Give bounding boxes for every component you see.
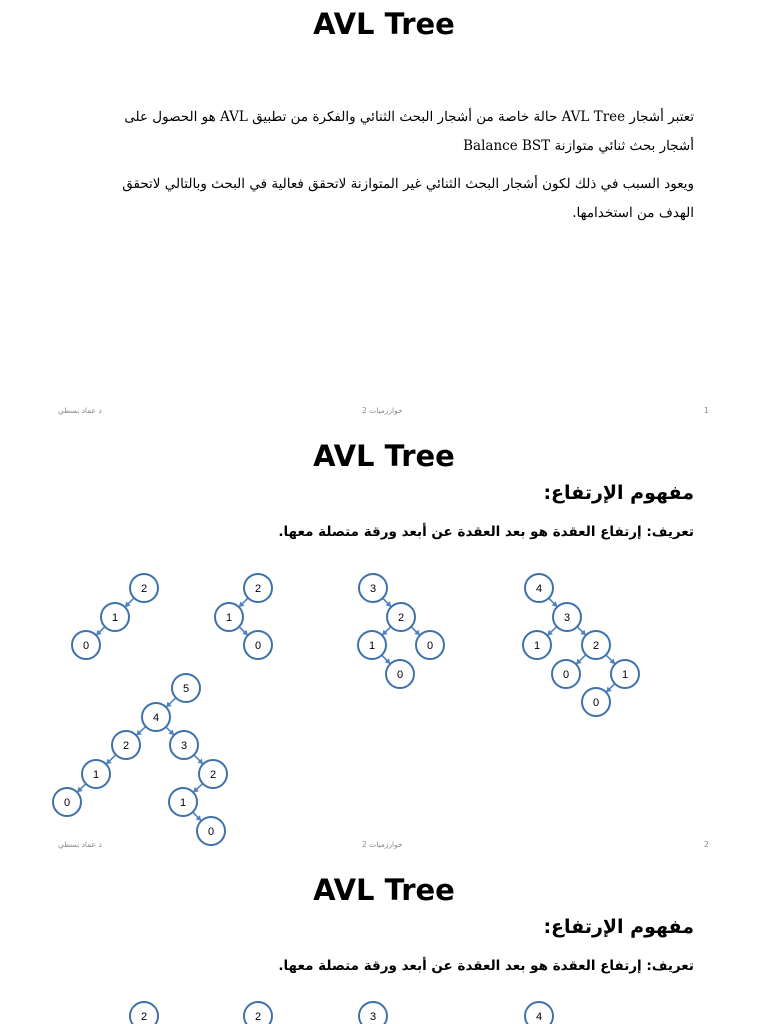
height-trees-diagram xyxy=(0,560,768,860)
tree-t5 xyxy=(53,674,227,845)
tree-node xyxy=(72,631,100,659)
slide-1 xyxy=(0,0,768,430)
tree-node xyxy=(386,660,414,688)
height-trees-diagram xyxy=(0,994,768,1024)
node-height-label: 3 xyxy=(563,612,571,624)
tree-node xyxy=(142,703,170,731)
tree-node xyxy=(199,760,227,788)
height-definition: تعريف: إرتفاع العقدة هو بعد العقدة عن أبعد ورقة متصلة معها. xyxy=(278,958,694,974)
tree-t2 xyxy=(244,1002,272,1024)
tree-node xyxy=(611,660,639,688)
section-heading: مفهوم الإرتفاع: xyxy=(543,916,694,938)
height-definition: تعريف: إرتفاع العقدة هو بعد العقدة عن أبعد ورقة متصلة معها. xyxy=(278,524,694,540)
tree-node xyxy=(172,674,200,702)
slide-title: AVL Tree xyxy=(313,439,455,473)
footer-page-number: 1 xyxy=(704,406,709,415)
paragraph-intro: تعتبر أشجار AVL Tree حالة خاصة من أشجار البحث الثنائي والفكرة من تطبيق AVL هو الحصول على أشجار بحث ثنائي متوازنة Balance BST xyxy=(124,109,694,154)
node-height-label: 2 xyxy=(140,583,148,595)
node-height-label: 1 xyxy=(225,612,233,624)
tree-node xyxy=(101,603,129,631)
footer-author: د عماد بسطي xyxy=(58,406,102,415)
footer-author: د عماد بسطي xyxy=(58,840,102,849)
tree-node xyxy=(82,760,110,788)
tree-node xyxy=(170,731,198,759)
node-height-label: 2 xyxy=(592,640,600,652)
node-height-label: 2 xyxy=(140,1011,148,1023)
node-height-label: 2 xyxy=(397,612,405,624)
node-height-label: 1 xyxy=(368,640,376,652)
tree-node xyxy=(215,603,243,631)
tree-t3 xyxy=(359,1002,387,1024)
tree-node xyxy=(244,1002,272,1024)
node-height-label: 1 xyxy=(111,612,119,624)
node-height-label: 1 xyxy=(533,640,541,652)
tree-t4 xyxy=(523,574,639,716)
tree-t2 xyxy=(215,574,272,659)
tree-node xyxy=(525,1002,553,1024)
tree-node xyxy=(53,788,81,816)
tree-t1 xyxy=(72,574,158,659)
tree-node xyxy=(416,631,444,659)
slide-3 xyxy=(0,866,768,1024)
node-height-label: 2 xyxy=(254,583,262,595)
tree-node xyxy=(582,631,610,659)
tree-node xyxy=(244,574,272,602)
node-height-label: 0 xyxy=(63,797,71,809)
tree-node xyxy=(359,1002,387,1024)
node-height-label: 0 xyxy=(82,640,90,652)
tree-node xyxy=(525,574,553,602)
node-height-label: 0 xyxy=(562,669,570,681)
footer-course: خوارزميات 2 xyxy=(362,840,403,849)
tree-node xyxy=(244,631,272,659)
node-height-label: 3 xyxy=(369,583,377,595)
tree-node xyxy=(130,574,158,602)
node-height-label: 1 xyxy=(179,797,187,809)
node-height-label: 2 xyxy=(122,740,130,752)
node-height-label: 1 xyxy=(92,769,100,781)
tree-node xyxy=(130,1002,158,1024)
node-height-label: 4 xyxy=(535,583,543,595)
tree-node xyxy=(197,817,225,845)
footer-course: خوارزميات 2 xyxy=(362,406,403,415)
node-height-label: 1 xyxy=(621,669,629,681)
tree-node xyxy=(359,574,387,602)
footer-page-number: 2 xyxy=(704,840,709,849)
node-height-label: 4 xyxy=(152,712,160,724)
section-heading: مفهوم الإرتفاع: xyxy=(543,482,694,504)
tree-t4 xyxy=(525,1002,553,1024)
tree-t3 xyxy=(358,574,444,688)
node-height-label: 3 xyxy=(180,740,188,752)
node-height-label: 0 xyxy=(396,669,404,681)
tree-node xyxy=(553,603,581,631)
node-height-label: 2 xyxy=(254,1011,262,1023)
tree-node xyxy=(552,660,580,688)
node-height-label: 0 xyxy=(207,826,215,838)
node-height-label: 0 xyxy=(254,640,262,652)
tree-node xyxy=(112,731,140,759)
node-height-label: 2 xyxy=(209,769,217,781)
node-height-label: 3 xyxy=(369,1011,377,1023)
tree-node xyxy=(387,603,415,631)
tree-node xyxy=(523,631,551,659)
node-height-label: 4 xyxy=(535,1011,543,1023)
tree-node xyxy=(582,688,610,716)
slide-2 xyxy=(0,432,768,864)
slide-title: AVL Tree xyxy=(313,7,455,41)
node-height-label: 5 xyxy=(182,683,190,695)
paragraph-reason: ويعود السبب في ذلك لكون أشجار البحث الثنائي غير المتوازنة لاتحقق فعالية في البحث وبالتالي لاتحقق الهدف من استخدامها. xyxy=(122,176,694,221)
slide-title: AVL Tree xyxy=(313,873,455,907)
tree-node xyxy=(169,788,197,816)
tree-t1 xyxy=(130,1002,158,1024)
node-height-label: 0 xyxy=(592,697,600,709)
node-height-label: 0 xyxy=(426,640,434,652)
tree-node xyxy=(358,631,386,659)
